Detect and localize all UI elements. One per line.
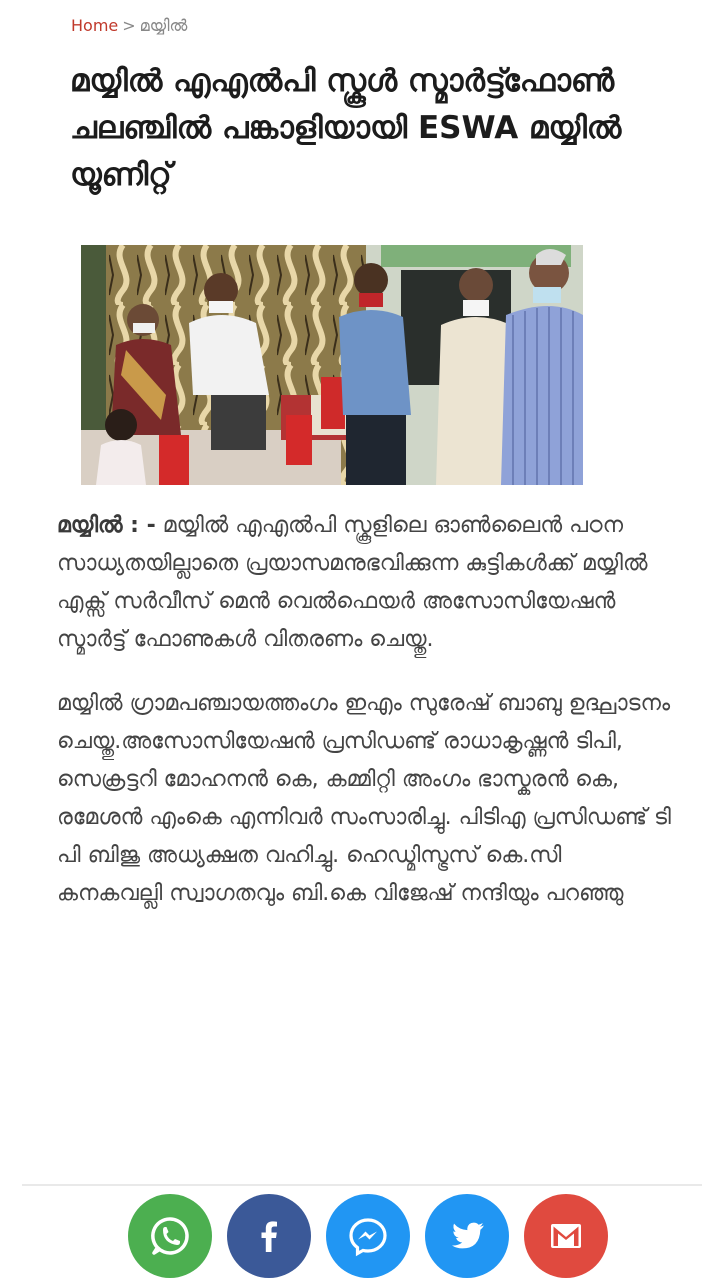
twitter-icon (445, 1214, 489, 1258)
article-paragraph-1-text: മയ്യിൽ എഎൽപി സ്കൂളിലെ ഓൺലൈൻ പഠന സാധ്യതയില്ലാതെ പ്രയാസമനുഭവിക്കുന്ന കുട്ടികൾക്ക് മയ്യിൽ എക്സ് സർവീസ് മെൻ വെൽഫെയർ അസോസിയേഷൻ സ്മാർട്ട് ഫോണുകൾ വിതരണം ചെയ്തു. (57, 513, 648, 652)
breadcrumb-home-link[interactable]: Home (71, 16, 119, 35)
messenger-share-button[interactable] (326, 1194, 410, 1278)
messenger-icon (346, 1214, 390, 1258)
share-bar (22, 1186, 702, 1280)
whatsapp-icon (148, 1214, 192, 1258)
gmail-share-button[interactable] (524, 1194, 608, 1278)
article-photo (81, 245, 583, 485)
article-body (57, 507, 672, 939)
facebook-share-button[interactable] (227, 1194, 311, 1278)
breadcrumb-separator: > (122, 16, 136, 35)
breadcrumb-current[interactable]: മയ്യിൽ (139, 16, 188, 35)
breadcrumb (71, 14, 187, 38)
article-dateline: മയ്യിൽ : - (57, 513, 156, 538)
twitter-share-button[interactable] (425, 1194, 509, 1278)
article-title: മയ്യിൽ എഎൽപി സ്കൂൾ സ്മാർട്ട്ഫോൺ ചലഞ്ചിൽ പങ്കാളിയായി ESWA മയ്യിൽ യൂണിറ്റ് (70, 63, 622, 193)
whatsapp-share-button[interactable] (128, 1194, 212, 1278)
gmail-icon (544, 1214, 588, 1258)
article-paragraph-2: മയ്യിൽ ഗ്രാമപഞ്ചായത്തംഗം ഇഎം സുരേഷ് ബാബു ഉദ്ഘാടനം ചെയ്തു.അസോസിയേഷൻ പ്രസിഡണ്ട് രാധാകൃഷ്ണൻ ടിപി, സെക്രട്ടറി മോഹനൻ കെ, കമ്മിറ്റി അംഗം ഭാസ്കരൻ കെ, രമേശൻ എംകെ എന്നിവർ സംസാരിച്ചു. പിടിഎ പ്രസിഡണ്ട് ടി പി ബിജു അധ്യക്ഷത വഹിച്ചു. ഹെഡ്മിസ്ട്രസ് കെ.സി കനകവല്ലി സ്വാഗതവും ബി.കെ വിജേഷ് നന്ദിയും പറഞ്ഞു (57, 691, 671, 906)
facebook-icon (247, 1214, 291, 1258)
article-photo-illustration (81, 245, 583, 485)
article-paragraph-1 (57, 507, 672, 659)
